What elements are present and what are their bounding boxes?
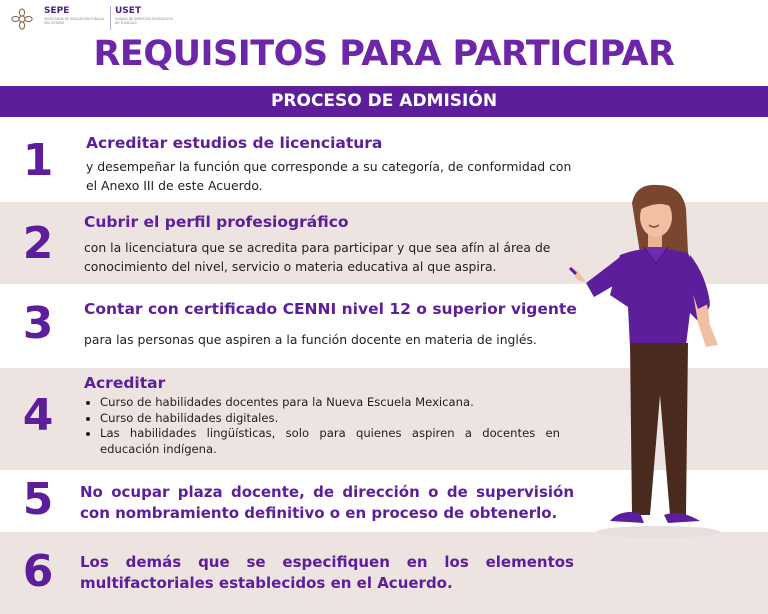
requirement-number: 1 (22, 135, 54, 186)
requirement-text: Los demás que se especifiquen en los elementos multifactoriales establecidos en el Acuerdo. (80, 553, 574, 592)
requirement-number: 2 (22, 218, 54, 269)
list-item: • Las habilidades lingüísticas, solo para quienes aspiren a docentes en educación indígena. (100, 426, 560, 457)
sepe-subtitle: SECRETARÍA DE EDUCACIÓN PÚBLICA DEL ESTADO (44, 17, 104, 25)
list-item: • Curso de habilidades digitales. (100, 411, 560, 427)
requirement-text: con la licenciatura que se acredita para participar y que sea afín al área de conocimiento del nivel, servicio o materia educativa al que aspira. (84, 240, 551, 274)
requirement-number: 3 (22, 298, 54, 349)
requirement-title: Cubrir el perfil profesiográfico (84, 213, 349, 231)
woman-pointing-illustration (540, 175, 750, 545)
requirement-number: 6 (22, 546, 54, 597)
logo-divider (110, 6, 111, 30)
sepe-name: SEPE (44, 6, 70, 16)
requirement-bullet-list (84, 395, 560, 457)
requirement-title: Acreditar estudios de licenciatura (86, 134, 383, 152)
uset-name: USET (115, 6, 142, 16)
requirement-title: Acreditar (84, 374, 166, 392)
requirement-text: No ocupar plaza docente, de dirección o de supervisión con nombramiento definitivo o en proceso de obtenerlo. (80, 483, 574, 522)
requirement-number: 5 (22, 474, 54, 525)
uset-subtitle: UNIDAD DE SERVICIOS EDUCATIVOS DE TLAXCALA (115, 17, 173, 25)
requirement-text: para las personas que aspiren a la función docente en materia de inglés. (84, 332, 537, 347)
floral-seal-icon (10, 7, 34, 31)
uset-logo (115, 6, 175, 25)
requirement-text: y desempeñar la función que corresponde a su categoría, de conformidad con el Anexo III de este Acuerdo. (86, 159, 572, 193)
requirement-title: Contar con certificado CENNI nivel 12 o superior vigente (84, 300, 577, 318)
sepe-logo (44, 6, 106, 25)
list-item: • Curso de habilidades docentes para la Nueva Escuela Mexicana. (100, 395, 560, 411)
section-banner: PROCESO DE ADMISIÓN (0, 86, 768, 117)
page-title: REQUISITOS PARA PARTICIPAR (93, 34, 675, 74)
requirement-number: 4 (22, 390, 54, 441)
